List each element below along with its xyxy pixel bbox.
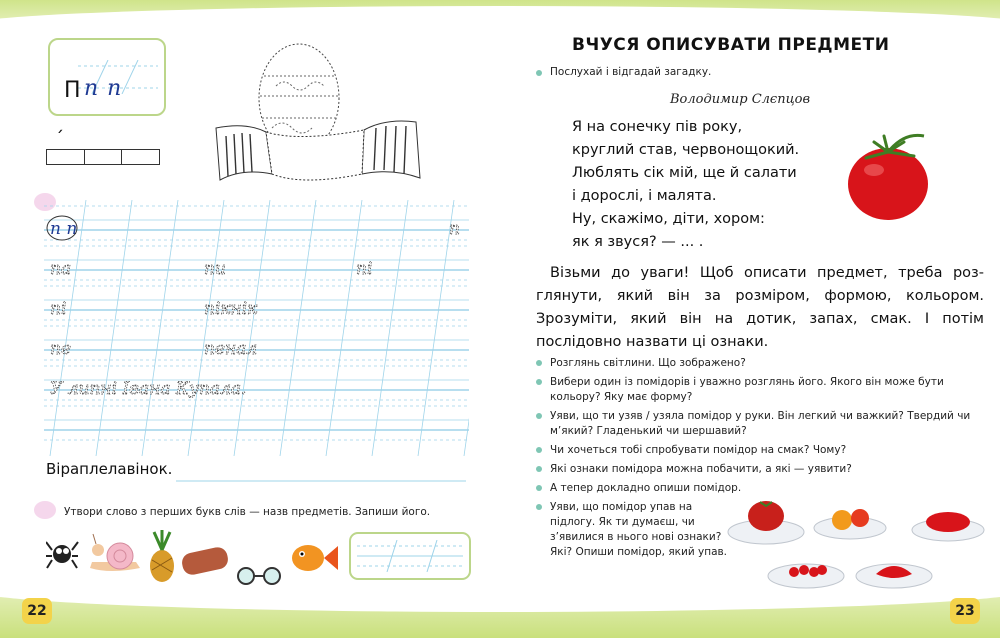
cherry-tomato-plate-icon bbox=[768, 564, 844, 588]
page-number-right: 23 bbox=[950, 598, 980, 624]
cursive-sample: пі bbox=[356, 259, 373, 279]
question-item: Які ознаки помідора можна побачити, а які — уявити? bbox=[536, 462, 988, 477]
poem-line: Люблять сік мій, ще й салати bbox=[572, 165, 797, 181]
question-item: А тепер докладно опиши помідор. bbox=[536, 481, 988, 496]
pineapple-icon bbox=[150, 530, 174, 582]
letter-card bbox=[48, 38, 166, 116]
cursive-sample: па bbox=[50, 259, 72, 279]
glasses-icon bbox=[238, 568, 280, 584]
lesson-paragraph: Візьми до уваги! Щоб описати предмет, треба розглянути, який він за розміром, формою, кольором. Зрозуміти, який він на дотик, запах, смак. І потім послідовно назвати ці ознаки. bbox=[536, 265, 984, 350]
tomato-photos bbox=[726, 494, 986, 594]
task-instruction: Утвори слово з перших букв слів — назв предметів. Запиши його. bbox=[64, 506, 431, 518]
question-item: Розглянь світлини. Що зображено? bbox=[536, 356, 988, 371]
riddle-instruction: Послухай і відгадай загадку. bbox=[550, 66, 712, 78]
squashed-tomato-plate-icon bbox=[856, 564, 932, 588]
cursive-sample: У липні Івана Купала. bbox=[50, 379, 247, 399]
question-item: Уяви, що помідор упав на підлогу. Як ти думаєш, чи з’явилися в нього нові ознаки? Які? Опиши помідор, який упав. bbox=[536, 500, 736, 560]
poem-line: Ну, скажімо, діти, хором: bbox=[572, 211, 765, 227]
write-line bbox=[176, 480, 466, 482]
riddle-poem bbox=[572, 116, 799, 254]
poem-author: Володимир Слєпцов bbox=[670, 92, 811, 107]
poem-line: і дорослі, і малята. bbox=[572, 188, 717, 204]
cursive-sample: п п bbox=[50, 219, 78, 239]
tomato-plate-icon bbox=[912, 512, 984, 541]
question-item: Уяви, що ти узяв / узяла помідор у руки. Він легкий чи важкий? Твердий чи м’який? Гладенький чи шершавий? bbox=[536, 409, 988, 439]
sausage-icon bbox=[180, 545, 230, 576]
snail-icon bbox=[90, 534, 140, 571]
page-title: ВЧУСЯ ОПИСУВАТИ ПРЕДМЕТИ bbox=[572, 35, 890, 55]
tomato-plate-icon bbox=[728, 501, 804, 544]
page-number-left: 22 bbox=[22, 598, 52, 624]
spider-icon bbox=[46, 542, 78, 568]
cursive-sample: пенал bbox=[204, 339, 258, 359]
fish-icon bbox=[292, 545, 338, 571]
question-item: Чи хочеться тобі спробувати помідор на смак? Чому? bbox=[536, 443, 988, 458]
right-page bbox=[500, 0, 1000, 638]
easter-egg-illustration bbox=[206, 36, 456, 196]
copybook-lines bbox=[44, 200, 469, 456]
cursive-letters: п п bbox=[84, 76, 123, 101]
poem-line: Я на сонечку пів року, bbox=[572, 119, 743, 135]
tomato-icon bbox=[838, 126, 948, 226]
letter-string: Віраплелавінок. bbox=[46, 460, 173, 478]
cursive-sample: пи bbox=[204, 259, 226, 279]
cursive-sample: п bbox=[449, 219, 460, 239]
pencil-icon bbox=[34, 501, 56, 519]
sound-scheme-boxes bbox=[46, 149, 160, 165]
picture-row bbox=[46, 526, 346, 586]
poem-line: як я звуся? — ... . bbox=[572, 234, 704, 250]
cursive-sample: пі bbox=[50, 299, 67, 319]
bullet-icon bbox=[536, 70, 542, 76]
tomato-plate-icon bbox=[814, 509, 886, 539]
poem-line: круглий став, червонощокий. bbox=[572, 142, 800, 158]
print-letter: П bbox=[64, 78, 81, 103]
cursive-sample: пікнік bbox=[204, 299, 258, 319]
stress-mark: ´ bbox=[55, 128, 64, 149]
question-item: Вибери один із помідорів і уважно розглянь його. Якого він може бути кольору? Яку має форму? bbox=[536, 375, 988, 405]
answer-box[interactable] bbox=[349, 532, 471, 580]
cursive-sample: пе bbox=[50, 339, 72, 359]
